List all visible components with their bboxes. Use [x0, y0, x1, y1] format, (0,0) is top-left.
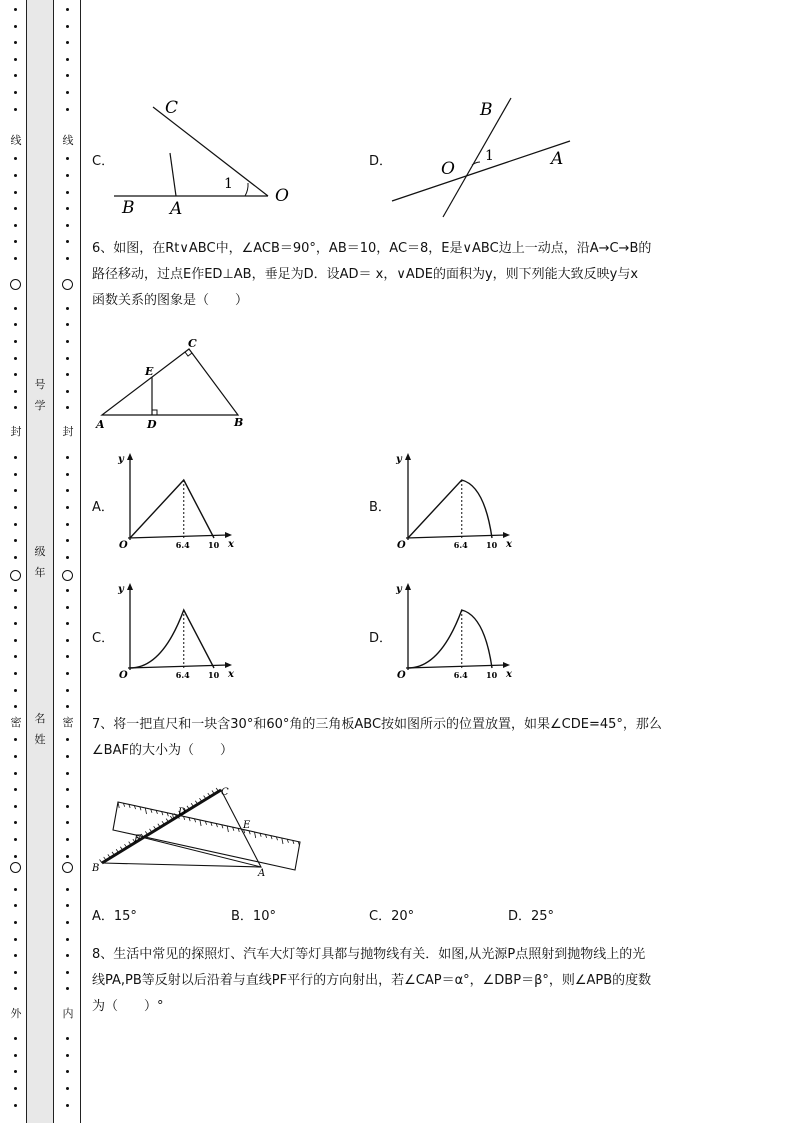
dot — [66, 772, 69, 775]
q5-option-d-label[interactable]: D． — [369, 154, 393, 169]
dot — [14, 307, 17, 310]
dot — [66, 1070, 69, 1073]
dot — [66, 25, 69, 28]
function-curve — [408, 610, 492, 668]
q7-option-c[interactable]: C．20° — [369, 909, 415, 924]
x-label: x — [506, 539, 512, 550]
dot — [14, 108, 17, 111]
q6-option-d-label[interactable]: D． — [369, 631, 393, 646]
q6-option-c-label[interactable]: C． — [92, 631, 115, 646]
dot — [14, 25, 17, 28]
dot — [14, 174, 17, 177]
inner-char-nei: 内 — [62, 1007, 74, 1020]
y-label: y — [396, 454, 402, 465]
x-arrow — [503, 662, 510, 668]
outer-char-wai: 外 — [10, 1007, 22, 1020]
dot — [14, 921, 17, 924]
dot — [66, 174, 69, 177]
dot — [66, 240, 69, 243]
dot — [14, 8, 17, 11]
dot — [14, 1054, 17, 1057]
dot — [14, 938, 17, 941]
band-char-xue: 学 — [34, 399, 46, 412]
label-c: C — [188, 337, 197, 350]
dot — [66, 406, 69, 409]
dot — [14, 390, 17, 393]
y-label: y — [118, 584, 124, 595]
y-arrow — [405, 453, 411, 460]
tick-label-10: 10 — [486, 540, 498, 550]
dot — [66, 1037, 69, 1040]
q8-line-2: 线PA,PB等反射以后沿着与直线PF平行的方向射出，若∠CAP＝α°，∠DBP＝β°，则∠APB的度数 — [92, 973, 652, 988]
dot — [66, 954, 69, 957]
ruler-tick — [200, 820, 201, 826]
dot — [66, 738, 69, 741]
inner-dotted-line — [64, 0, 72, 1123]
dot — [14, 157, 17, 160]
y-arrow — [405, 583, 411, 590]
dot — [66, 904, 69, 907]
function-curve — [408, 480, 492, 538]
label-o: O — [441, 159, 455, 179]
dot — [14, 987, 17, 990]
ruler-tick — [227, 826, 228, 832]
dot — [14, 954, 17, 957]
dot — [66, 672, 69, 675]
label-b: B — [480, 100, 493, 120]
y-arrow — [127, 583, 133, 590]
dot — [66, 655, 69, 658]
x-label: x — [228, 669, 234, 680]
dot — [14, 406, 17, 409]
tick-label-6.4: 6.4 — [453, 670, 468, 680]
function-curve — [130, 480, 214, 538]
inner-char-xian: 线 — [62, 134, 74, 147]
dot — [14, 689, 17, 692]
dot — [66, 523, 69, 526]
dot — [14, 805, 17, 808]
dot — [66, 456, 69, 459]
dot — [14, 1104, 17, 1107]
circle-mark — [62, 862, 73, 873]
label-a: A — [170, 199, 183, 219]
dot — [14, 904, 17, 907]
dot — [66, 838, 69, 841]
dot — [14, 257, 17, 260]
label-c: C — [221, 787, 229, 798]
dot — [66, 74, 69, 77]
dot — [14, 456, 17, 459]
y-arrow — [127, 453, 133, 460]
q8-line-3: 为（ ）° — [92, 999, 164, 1014]
origin-label: O — [119, 540, 128, 551]
outer-char-feng: 封 — [10, 425, 22, 438]
dot — [66, 506, 69, 509]
label-e: E — [243, 820, 251, 831]
dot — [14, 888, 17, 891]
dot — [14, 91, 17, 94]
dot — [66, 888, 69, 891]
q6-line-3: 函数关系的图象是（ ） — [92, 293, 249, 308]
dot — [14, 340, 17, 343]
q6-option-b-label[interactable]: B． — [369, 500, 391, 515]
origin-label: O — [397, 670, 406, 681]
dot — [66, 805, 69, 808]
dot — [66, 489, 69, 492]
dot — [66, 821, 69, 824]
dot — [66, 788, 69, 791]
dot — [14, 357, 17, 360]
tick-label-6.4: 6.4 — [453, 540, 468, 550]
dot — [14, 971, 17, 974]
label-e: E — [145, 365, 154, 378]
dot — [66, 373, 69, 376]
dot — [14, 1070, 17, 1073]
dot — [14, 539, 17, 542]
x-label: x — [506, 669, 512, 680]
dot — [14, 373, 17, 376]
circle-mark — [10, 279, 21, 290]
dot — [14, 1087, 17, 1090]
q6-graph-option-d — [388, 580, 518, 690]
ruler-tick — [145, 808, 146, 814]
dot — [14, 589, 17, 592]
dot — [14, 489, 17, 492]
dot — [14, 622, 17, 625]
dot — [14, 523, 17, 526]
dot — [66, 556, 69, 559]
outer-dotted-line — [12, 0, 20, 1123]
circle-mark — [62, 570, 73, 581]
x-arrow — [225, 532, 232, 538]
label-a: A — [551, 149, 564, 169]
q8-line-1: 8、生活中常见的探照灯、汽车大灯等灯具都与抛物线有关．如图,从光源P点照射到抛物线上的光 — [92, 947, 646, 962]
dot — [14, 74, 17, 77]
q6-graph-option-c — [110, 580, 240, 690]
dot — [66, 191, 69, 194]
dot — [14, 473, 17, 476]
dot — [66, 340, 69, 343]
band-char-xing: 姓 — [34, 733, 46, 746]
label-f: F — [134, 834, 141, 845]
dot — [14, 788, 17, 791]
q5-figure-d — [388, 95, 578, 225]
dot — [66, 755, 69, 758]
angle-1-label: 1 — [485, 148, 494, 164]
tick-label-6.4: 6.4 — [175, 670, 190, 680]
dot — [14, 240, 17, 243]
dot — [66, 689, 69, 692]
dot — [66, 357, 69, 360]
label-d: D — [147, 418, 157, 431]
tick-label-10: 10 — [486, 670, 498, 680]
dot — [14, 639, 17, 642]
circle-mark — [62, 279, 73, 290]
dot — [66, 157, 69, 160]
x-label: x — [228, 539, 234, 550]
x-arrow — [225, 662, 232, 668]
dot — [14, 838, 17, 841]
q5-figure-c — [108, 95, 298, 225]
q7-option-d[interactable]: D．25° — [508, 909, 555, 924]
tick-label-10: 10 — [208, 670, 220, 680]
q6-option-a-label[interactable]: A． — [92, 500, 114, 515]
dot — [66, 1054, 69, 1057]
dot — [66, 390, 69, 393]
dot — [66, 8, 69, 11]
q7-line-2: ∠BAF的大小为（ ） — [92, 743, 233, 758]
origin-label: O — [119, 670, 128, 681]
dot — [66, 257, 69, 260]
hypotenuse-tick — [100, 860, 103, 864]
circle-mark — [10, 570, 21, 581]
q5-option-c-label[interactable]: C． — [92, 154, 115, 169]
band-char-ming: 名 — [34, 712, 46, 725]
q6-line-1: 6、如图，在Rt∨ABC中，∠ACB＝90°，AB＝10，AC＝8，E是∨ABC边上一动点，沿A→C→B的 — [92, 241, 652, 256]
dot — [66, 606, 69, 609]
ruler-tick — [282, 838, 283, 844]
function-curve — [130, 610, 214, 668]
y-label: y — [396, 584, 402, 595]
outer-char-mi: 密 — [10, 716, 22, 729]
dot — [66, 224, 69, 227]
ruler-tick — [118, 802, 119, 808]
dot — [14, 755, 17, 758]
band-char-nian: 年 — [34, 566, 46, 579]
dot — [66, 207, 69, 210]
dot — [66, 307, 69, 310]
dot — [14, 207, 17, 210]
q6-graph-option-a — [110, 450, 240, 560]
q6-line-2: 路径移动，过点E作ED⊥AB，垂足为D．设AD＝ x，∨ADE的面积为y，则下列能大致反映y与x — [92, 267, 639, 282]
dot — [66, 58, 69, 61]
label-a: A — [96, 418, 105, 431]
label-o: O — [275, 186, 289, 206]
q7-line-1: 7、将一把直尺和一块含30°和60°角的三角板ABC按如图所示的位置放置，如果∠CDE=45°，那么 — [92, 717, 662, 732]
dot — [66, 473, 69, 476]
dot — [14, 224, 17, 227]
dot — [66, 1087, 69, 1090]
dot — [66, 622, 69, 625]
origin-label: O — [397, 540, 406, 551]
dot — [14, 191, 17, 194]
dot — [66, 971, 69, 974]
dot — [14, 323, 17, 326]
tick-label-10: 10 — [208, 540, 220, 550]
dot — [14, 606, 17, 609]
label-c: C — [165, 98, 179, 118]
student-info-band — [26, 0, 54, 1123]
dot — [66, 1104, 69, 1107]
q6-triangle-figure — [92, 334, 252, 434]
angle-1-label: 1 — [224, 176, 233, 192]
dot — [14, 58, 17, 61]
dot — [66, 41, 69, 44]
dot — [14, 655, 17, 658]
band-char-hao: 号 — [34, 378, 46, 391]
dot — [66, 938, 69, 941]
q7-ruler-triangle-figure — [88, 780, 308, 880]
inner-char-feng: 封 — [62, 425, 74, 438]
q7-option-a[interactable]: A．15° — [92, 909, 137, 924]
q7-option-b[interactable]: B．10° — [231, 909, 276, 924]
dot — [14, 1037, 17, 1040]
dot — [66, 589, 69, 592]
label-b: B — [234, 416, 244, 429]
tick-label-6.4: 6.4 — [175, 540, 190, 550]
dot — [14, 41, 17, 44]
dot — [66, 987, 69, 990]
dot — [66, 323, 69, 326]
dot — [14, 738, 17, 741]
dot — [66, 705, 69, 708]
circle-mark — [10, 862, 21, 873]
dot — [14, 556, 17, 559]
dot — [14, 772, 17, 775]
dot — [66, 639, 69, 642]
dot — [66, 539, 69, 542]
dot — [14, 506, 17, 509]
dot — [14, 821, 17, 824]
dot — [66, 855, 69, 858]
dot — [14, 672, 17, 675]
label-d: D — [178, 807, 187, 818]
label-b: B — [92, 863, 100, 874]
inner-char-mi: 密 — [62, 716, 74, 729]
band-char-ji: 级 — [34, 545, 46, 558]
y-label: y — [118, 454, 124, 465]
dot — [66, 91, 69, 94]
label-a: A — [258, 868, 266, 879]
margin-rule — [80, 0, 81, 1123]
dot — [14, 705, 17, 708]
dot — [66, 921, 69, 924]
dot — [14, 855, 17, 858]
label-b: B — [122, 198, 135, 218]
outer-char-xian: 线 — [10, 134, 22, 147]
dot — [66, 108, 69, 111]
binding-margin — [0, 0, 82, 1123]
x-arrow — [503, 532, 510, 538]
ruler-tick — [255, 832, 256, 838]
q6-graph-option-b — [388, 450, 518, 560]
